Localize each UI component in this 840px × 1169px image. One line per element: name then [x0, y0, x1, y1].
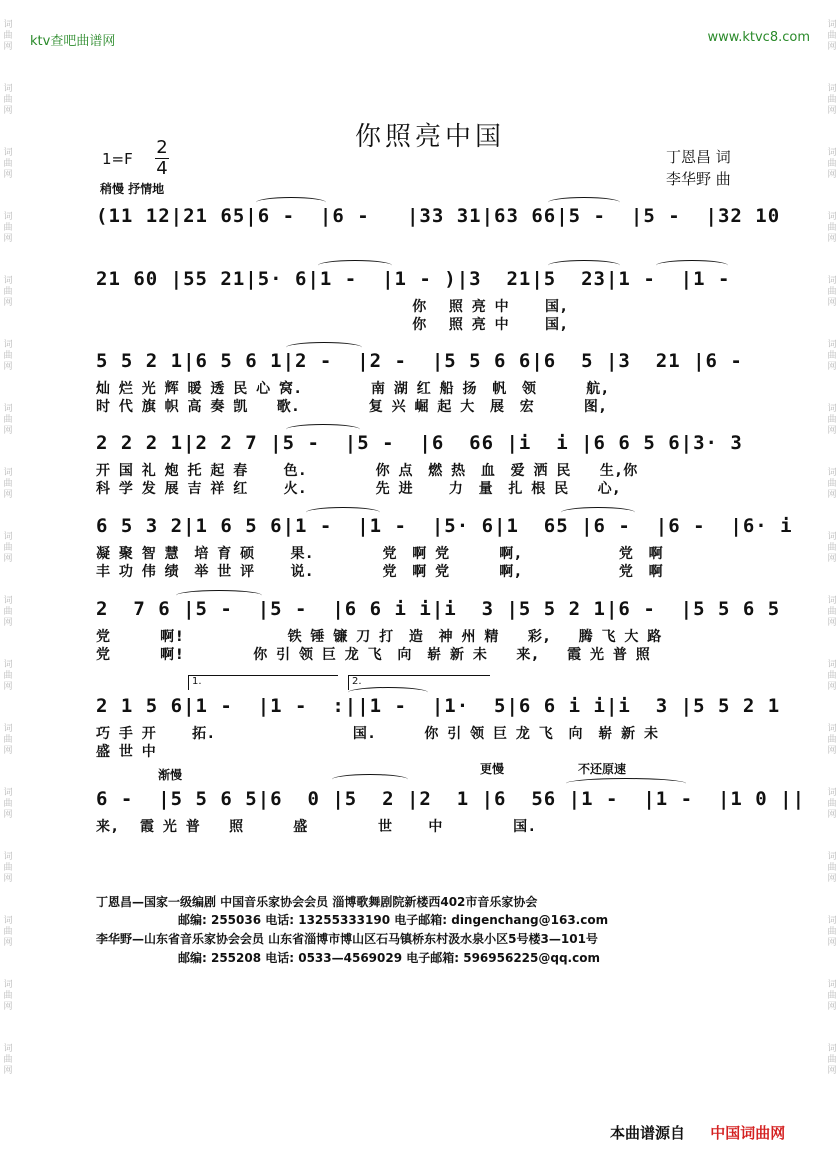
notes: 2 2 2 1|2 2 7 |5 - |5 - |6 66 |i i |6 6 5 6|3· 3 — [96, 432, 743, 454]
lyrics-verse-1: 开 国 礼 炮 托 起 春 色. 你 点 燃 热 血 爱 洒 民 生,你 — [96, 463, 640, 479]
volta-2: 2. — [348, 675, 490, 690]
slur — [548, 197, 620, 208]
watermark-text: 词 曲 网 — [3, 1044, 13, 1076]
tempo-marking: 稍慢 抒情地 — [100, 182, 165, 196]
volta-1: 1. — [188, 675, 338, 690]
slur — [306, 507, 380, 518]
watermark-text: 词 曲 网 — [827, 724, 837, 756]
notes: 6 - |5 5 6 5|6 0 |5 2 |2 1 |6 56 |1 - |1 - |1 0 || — [96, 788, 806, 810]
watermark-text: 词 曲 网 — [827, 1044, 837, 1076]
watermark-text: 词 曲 网 — [3, 852, 13, 884]
slur — [348, 687, 428, 698]
watermark-text: 词 曲 网 — [3, 148, 13, 180]
watermark-right — [826, 20, 838, 1108]
watermark-text: 词 曲 网 — [827, 84, 837, 116]
tempo-slower: 渐慢 — [158, 768, 183, 782]
key-signature: 1=F — [102, 150, 133, 168]
lyrics-verse-1: 党 啊! 铁 锤 镰 刀 打 造 神 州 精 彩, 腾 飞 大 路 — [96, 629, 664, 645]
notes: 6 5 3 2|1 6 5 6|1 - |1 - |5· 6|1 65 |6 - |6 - |6· i — [96, 515, 793, 537]
slur — [286, 342, 362, 353]
watermark-text: 词 曲 网 — [3, 660, 13, 692]
time-signature — [155, 138, 169, 179]
watermark-text: 词 曲 网 — [827, 660, 837, 692]
slur — [566, 778, 686, 789]
footer-lyricist-contact: 邮编: 255036 电话: 13255333190 电子邮箱: dingenchang@163.com — [178, 913, 609, 927]
watermark-text: 词 曲 网 — [827, 596, 837, 628]
lyrics-verse-2: 你 照 亮 中 国, — [96, 317, 569, 333]
watermark-text: 词 曲 网 — [3, 980, 13, 1012]
tempo-even-slower: 更慢 — [480, 762, 505, 776]
lyrics-verse-2: 丰 功 伟 绩 举 世 评 说. 党 啊 党 啊, 党 啊 — [96, 564, 665, 580]
watermark-text: 词 曲 网 — [3, 84, 13, 116]
source-credit — [610, 1122, 785, 1143]
watermark-text: 词 曲 网 — [3, 20, 13, 52]
notes: 2 7 6 |5 - |5 - |6 6 i i|i 3 |5 5 2 1|6 - |5 5 6 5 — [96, 598, 781, 620]
watermark-text: 词 曲 网 — [827, 148, 837, 180]
lyrics-verse-2: 时 代 旗 帜 高 奏 凯 歌. 复 兴 崛 起 大 展 宏 图, — [96, 399, 608, 415]
watermark-text: 词 曲 网 — [827, 404, 837, 436]
notes: 5 5 2 1|6 5 6 1|2 - |2 - |5 5 6 6|6 5 |3 21 |6 - — [96, 350, 743, 372]
composer: 李华野 曲 — [666, 170, 731, 188]
source-label: 本曲谱源自 — [610, 1124, 686, 1142]
watermark-text: 词 曲 网 — [3, 596, 13, 628]
site-url-right[interactable]: www.ktvc8.com — [707, 30, 810, 45]
watermark-text: 词 曲 网 — [3, 532, 13, 564]
lyrics-verse-2: 党 啊! 你 引 领 巨 龙 飞 向 崭 新 未 来, 霞 光 普 照 — [96, 647, 652, 663]
watermark-text: 词 曲 网 — [827, 340, 837, 372]
lyricist: 丁恩昌 词 — [666, 148, 731, 166]
footer-composer-contact: 邮编: 255208 电话: 0533—4569029 电子邮箱: 596956225@qq.com — [178, 951, 600, 965]
watermark-text: 词 曲 网 — [3, 340, 13, 372]
watermark-text: 词 曲 网 — [3, 724, 13, 756]
song-title: 你照亮中国 — [355, 122, 506, 152]
tempo-no-return: 不还原速 — [578, 762, 627, 776]
lyrics-verse-2: 科 学 发 展 吉 祥 红 火. 先 进 力 量 扎 根 民 心, — [96, 481, 621, 497]
watermark-text: 词 曲 网 — [827, 468, 837, 500]
source-site-link[interactable]: 中国词曲网 — [710, 1124, 786, 1142]
lyrics-verse-1: 来, 霞 光 普 照 盛 世 中 国. — [96, 819, 537, 835]
footer-lyricist-info: 丁恩昌—国家一级编剧 中国音乐家协会会员 淄博歌舞剧院新楼西402市音乐家协会 — [96, 895, 538, 909]
watermark-left — [2, 20, 14, 1108]
watermark-text: 词 曲 网 — [3, 212, 13, 244]
slur — [286, 424, 360, 435]
slur — [656, 260, 728, 271]
watermark-text: 词 曲 网 — [3, 468, 13, 500]
lyrics-verse-1: 巧 手 开 拓. 国. 你 引 领 巨 龙 飞 向 崭 新 未 — [96, 726, 660, 742]
slur — [318, 260, 392, 271]
slur — [256, 197, 326, 208]
slur — [561, 507, 635, 518]
lyrics-verse-2: 盛 世 中 — [96, 744, 158, 760]
site-name-left[interactable]: ktv查吧曲谱网 — [30, 34, 116, 49]
watermark-text: 词 曲 网 — [827, 212, 837, 244]
watermark-text: 词 曲 网 — [827, 852, 837, 884]
slur — [332, 774, 408, 785]
slur — [548, 260, 620, 271]
notes: (11 12|21 65|6 - |6 - |33 31|63 66|5 - |5 - |32 10 — [96, 205, 781, 227]
watermark-text: 词 曲 网 — [827, 980, 837, 1012]
watermark-text: 词 曲 网 — [3, 788, 13, 820]
notes: 21 60 |55 21|5· 6|1 - |1 - )|3 21|5 23|1 - |1 - — [96, 268, 731, 290]
watermark-text: 词 曲 网 — [827, 276, 837, 308]
notes: 2 1 5 6|1 - |1 - :||1 - |1· 5|6 6 i i|i 3 |5 5 2 1 — [96, 695, 781, 717]
time-top: 2 — [156, 137, 168, 158]
watermark-text: 词 曲 网 — [3, 404, 13, 436]
watermark-text: 词 曲 网 — [3, 916, 13, 948]
watermark-text: 词 曲 网 — [827, 916, 837, 948]
watermark-text: 词 曲 网 — [827, 532, 837, 564]
footer-composer-info: 李华野—山东省音乐家协会会员 山东省淄博市博山区石马镇桥东村汲水泉小区5号楼3—101号 — [96, 932, 598, 946]
lyrics-verse-1: 凝 聚 智 慧 培 育 硕 果. 党 啊 党 啊, 党 啊 — [96, 546, 665, 562]
watermark-text: 词 曲 网 — [827, 788, 837, 820]
watermark-text: 词 曲 网 — [3, 276, 13, 308]
time-bottom: 4 — [156, 158, 168, 179]
lyrics-verse-1: 灿 烂 光 辉 暖 透 民 心 窝. 南 湖 红 船 扬 帆 领 航, — [96, 381, 610, 397]
slur — [176, 590, 262, 601]
lyrics-verse-1: 你 照 亮 中 国, — [96, 299, 569, 315]
watermark-text: 词 曲 网 — [827, 20, 837, 52]
